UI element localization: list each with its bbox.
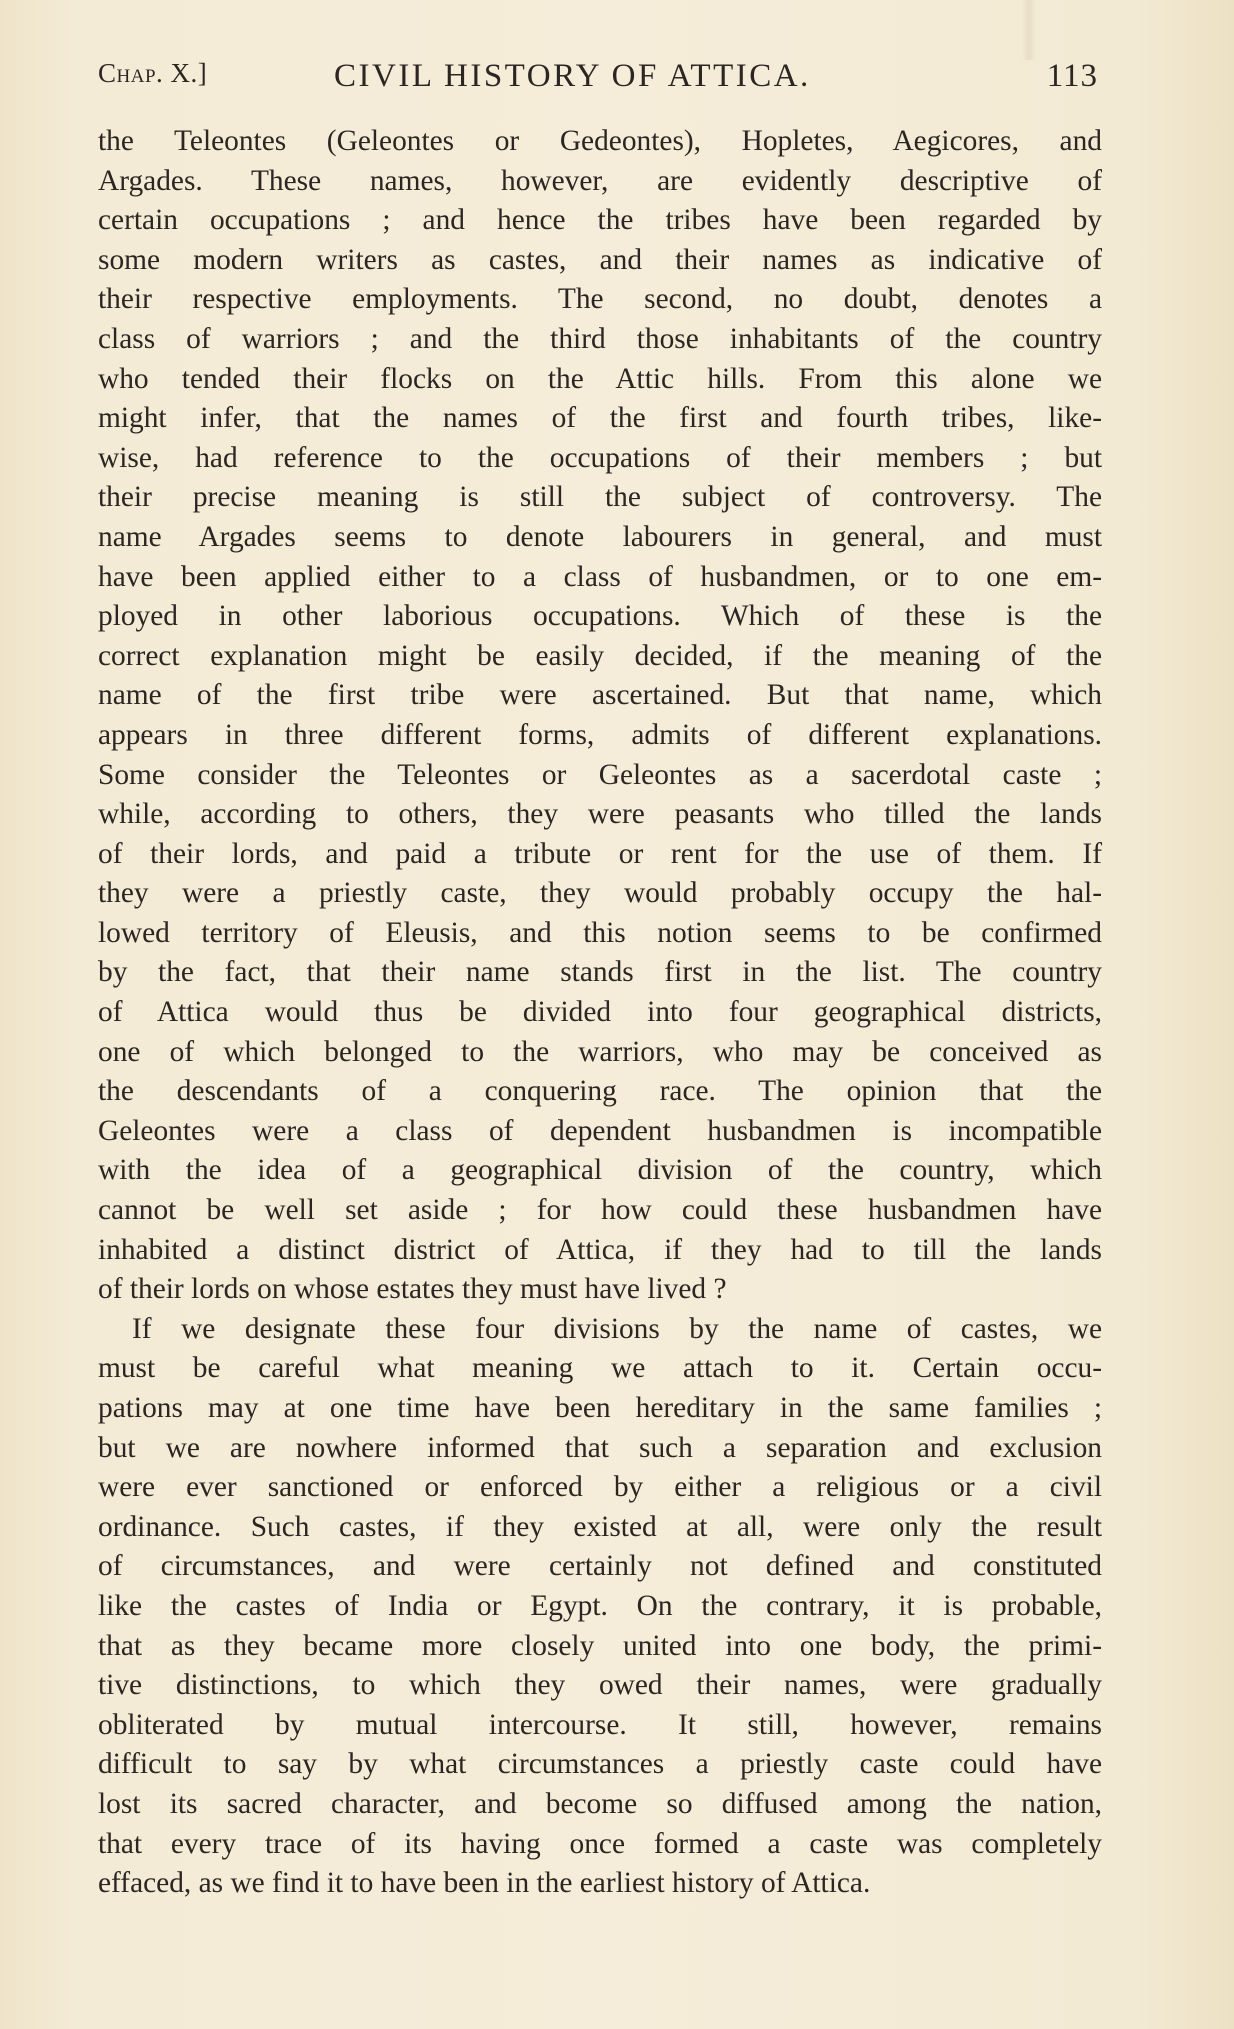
text-line: obliterated by mutual intercourse. It still, however, remains <box>98 1708 1102 1741</box>
text-line: of their lords on whose estates they must have lived ? <box>98 1273 727 1306</box>
text-line: some modern writers as castes, and their names as indicative of <box>98 243 1102 276</box>
text-line: must be careful what meaning we attach to it. Certain occu- <box>98 1352 1102 1385</box>
text-line: tive distinctions, to which they owed their names, were gradually <box>98 1669 1102 1702</box>
text-line: with the idea of a geographical division of the country, which <box>98 1154 1102 1187</box>
text-line: who tended their flocks on the Attic hills. From this alone we <box>98 362 1102 395</box>
text-line: their respective employments. The second, no doubt, denotes a <box>98 283 1102 316</box>
paragraph <box>98 122 1102 1310</box>
text-line: Geleontes were a class of dependent husbandmen is incompatible <box>98 1114 1102 1147</box>
text-line: ployed in other laborious occupations. Which of these is the <box>98 600 1102 633</box>
text-line: inhabited a distinct district of Attica, if they had to till the lands <box>98 1233 1102 1266</box>
text-line: ordinance. Such castes, if they existed at all, were only the result <box>98 1510 1102 1543</box>
paragraph <box>98 1310 1102 1904</box>
text-line: by the fact, that their name stands first in the list. The country <box>98 956 1102 989</box>
text-line: wise, had reference to the occupations of their members ; but <box>98 441 1102 474</box>
running-title: CIVIL HISTORY OF ATTICA. <box>334 58 811 94</box>
text-line: lowed territory of Eleusis, and this notion seems to be confirmed <box>98 916 1102 949</box>
text-line: effaced, as we find it to have been in the earliest history of Attica. <box>98 1867 871 1900</box>
body-text <box>98 122 1102 1904</box>
text-line: the Teleontes (Geleontes or Gedeontes), Hopletes, Aegicores, and <box>98 125 1102 157</box>
text-line: correct explanation might be easily decided, if the meaning of the <box>98 639 1102 672</box>
text-line: of their lords, and paid a tribute or rent for the use of them. If <box>98 837 1102 870</box>
text-line: certain occupations ; and hence the tribes have been regarded by <box>98 204 1102 237</box>
text-line: but we are nowhere informed that such a separation and exclusion <box>98 1431 1102 1464</box>
running-header <box>98 52 1102 102</box>
text-line: might infer, that the names of the first and fourth tribes, like- <box>98 402 1102 435</box>
text-line: while, according to others, they were peasants who tilled the lands <box>98 798 1102 831</box>
text-line: were ever sanctioned or enforced by either a religious or a civil <box>98 1471 1102 1504</box>
text-line: If we designate these four divisions by the name of castes, we <box>132 1312 1102 1345</box>
text-line: Argades. These names, however, are evidently descriptive of <box>98 164 1102 197</box>
text-line: have been applied either to a class of husbandmen, or to one em- <box>98 560 1102 593</box>
text-line: one of which belonged to the warriors, who may be conceived as <box>98 1035 1102 1068</box>
text-line: lost its sacred character, and become so diffused among the nation, <box>98 1787 1102 1820</box>
text-line: pations may at one time have been hereditary in the same families ; <box>98 1392 1102 1424</box>
text-line: that every trace of its having once formed a caste was completely <box>98 1827 1102 1860</box>
text-line: name Argades seems to denote labourers in general, and must <box>98 520 1102 553</box>
page-fold-shadow <box>1022 0 1036 60</box>
text-line: like the castes of India or Egypt. On the contrary, it is probable, <box>98 1589 1102 1622</box>
text-line: of Attica would thus be divided into four geographical districts, <box>98 996 1102 1029</box>
chapter-label: Chap. X.] <box>98 58 208 88</box>
text-line: that as they became more closely united into one body, the primi- <box>98 1629 1102 1662</box>
text-line: name of the first tribe were ascertained. But that name, which <box>98 679 1102 712</box>
text-line: difficult to say by what circumstances a priestly caste could have <box>98 1748 1102 1781</box>
text-line: Some consider the Teleontes or Geleontes as a sacerdotal caste ; <box>98 758 1102 791</box>
text-line: class of warriors ; and the third those inhabitants of the country <box>98 322 1102 355</box>
text-line: their precise meaning is still the subject of controversy. The <box>98 481 1102 514</box>
text-line: they were a priestly caste, they would probably occupy the hal- <box>98 877 1102 910</box>
text-line: the descendants of a conquering race. The opinion that the <box>98 1075 1102 1108</box>
text-line: cannot be well set aside ; for how could these husbandmen have <box>98 1194 1102 1227</box>
text-line: of circumstances, and were certainly not defined and constituted <box>98 1550 1102 1583</box>
text-line: appears in three different forms, admits of different explanations. <box>98 718 1102 751</box>
page-number: 113 <box>1046 58 1098 94</box>
